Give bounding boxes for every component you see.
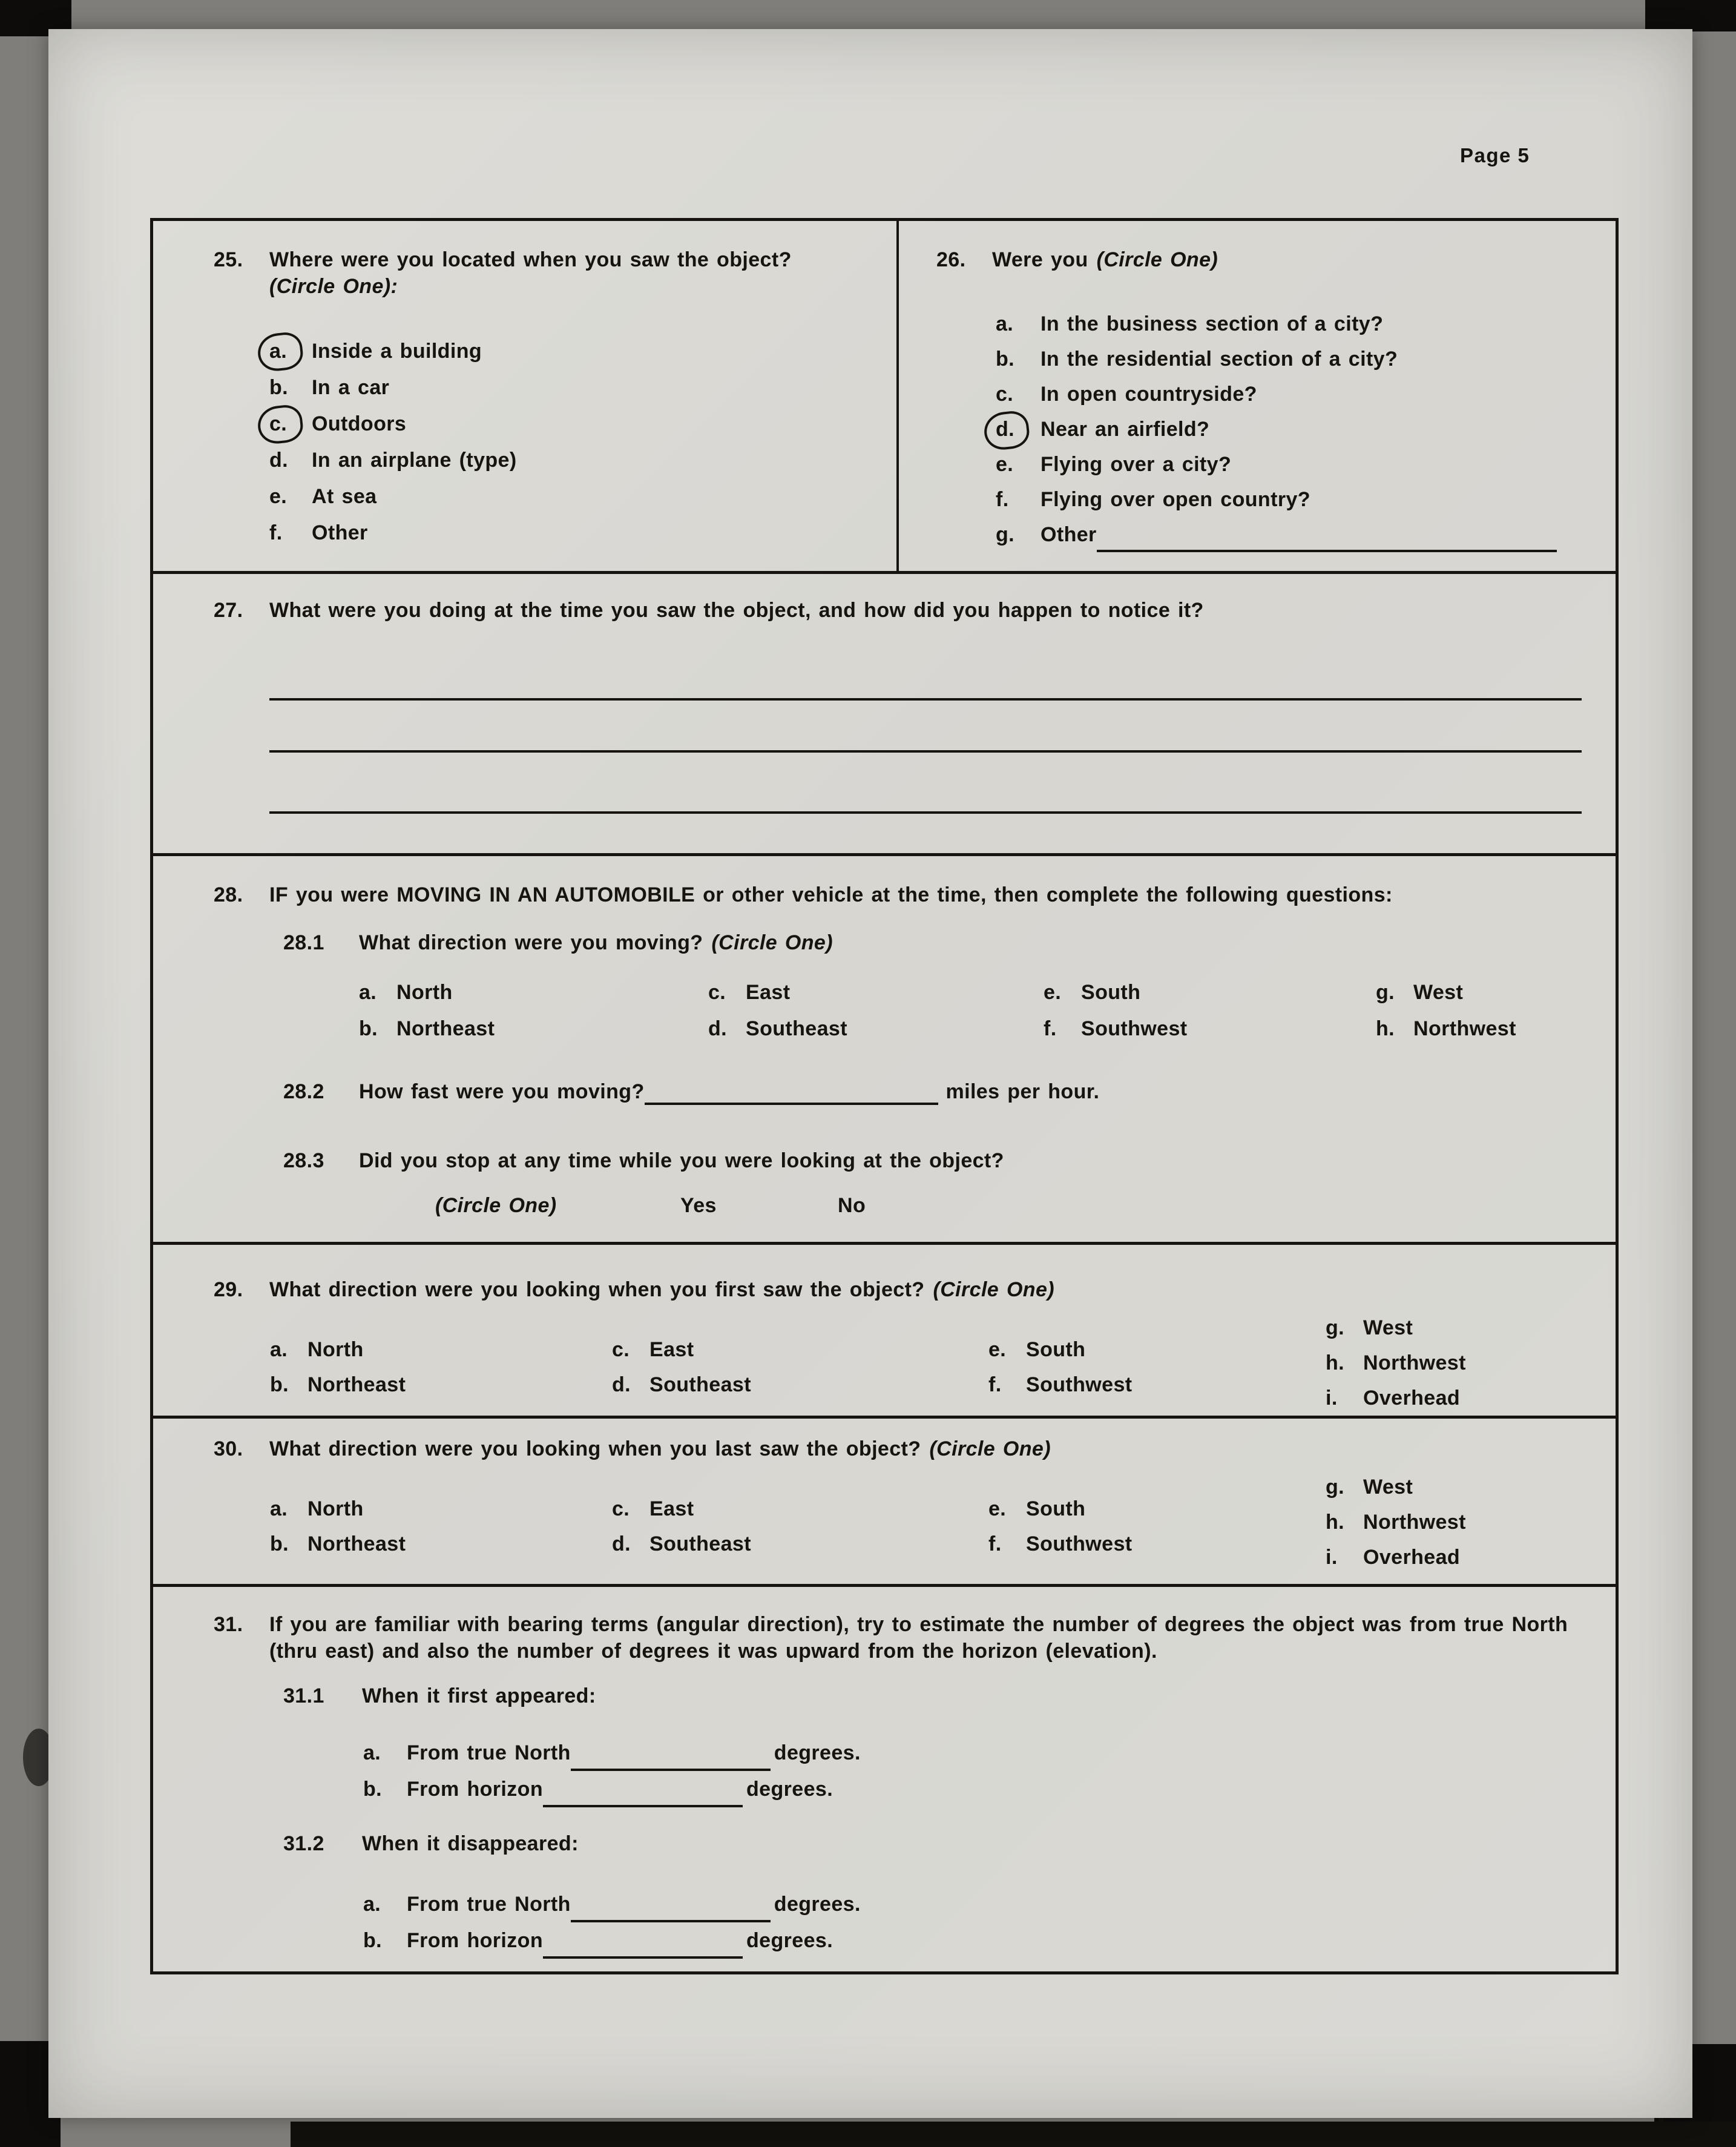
q26-option-b	[996, 341, 1603, 377]
answer-blank	[543, 1786, 743, 1807]
q28-1-option-g: g. West	[1376, 981, 1464, 1004]
option-letter: d.	[269, 449, 289, 472]
q26-option-c	[996, 377, 1603, 412]
question-30	[153, 1416, 1616, 1584]
row-q25-q26	[153, 221, 1616, 571]
question-number: 27.	[214, 599, 243, 622]
option-letter: c.	[996, 383, 1014, 406]
question-number: 31.2	[283, 1832, 324, 1855]
option-label: Flying over open country?	[1041, 488, 1310, 511]
option-letter: e.	[996, 453, 1014, 476]
question-text: Were you (Circle One)	[992, 248, 1218, 271]
direction-column	[270, 1310, 612, 1416]
question-number: 30.	[214, 1437, 243, 1460]
q31-1-item-a: a. From true North degrees.	[363, 1735, 1591, 1771]
option-letter: a.	[996, 312, 1014, 335]
question-31	[153, 1584, 1616, 1971]
scan-edge-strip	[291, 2122, 1736, 2147]
q25-options	[269, 333, 884, 571]
answer-blank	[543, 1938, 743, 1959]
question-number: 28.1	[283, 931, 324, 954]
q30-option-h: h. Northwest	[1326, 1511, 1466, 1534]
q31-2-item-b: b. From horizon degrees.	[363, 1922, 1591, 1959]
paper-page	[48, 29, 1692, 2118]
question-text: What direction were you looking when you last saw the object? (Circle One)	[269, 1437, 1051, 1460]
q25-option-b	[269, 369, 884, 406]
page-number: Page 5	[1460, 144, 1530, 167]
q30-option-g: g. West	[1326, 1476, 1413, 1499]
direction-row	[359, 974, 1600, 1011]
option-label: In the business section of a city?	[1041, 312, 1384, 335]
question-number: 28.	[214, 883, 243, 906]
direction-row	[359, 1011, 1600, 1047]
q29-option-f: f. Southwest	[988, 1373, 1133, 1396]
answer-blank	[645, 1084, 938, 1105]
q28-1-option-a: a. North	[359, 981, 453, 1004]
q26-option-a	[996, 306, 1603, 341]
q31-2-item-a: a. From true North degrees.	[363, 1886, 1591, 1922]
option-letter: b.	[996, 348, 1015, 371]
q30-option-a: a. North	[270, 1497, 364, 1520]
circled-letter: c.	[269, 406, 312, 442]
q29-option-g: g. West	[1326, 1316, 1413, 1339]
circle-one-note: (Circle One)	[933, 1278, 1054, 1301]
question-number: 25.	[214, 248, 243, 271]
q28-1-option-d: d. Southeast	[708, 1017, 847, 1040]
option-letter: b.	[269, 376, 289, 399]
option-letter: f.	[269, 521, 283, 544]
scan-noise	[0, 0, 2, 2]
question-28-1	[283, 929, 1600, 956]
answer-blank	[571, 1750, 771, 1771]
q28-1-directions	[359, 974, 1600, 1047]
q28-3-option-yes: Yes	[680, 1194, 717, 1217]
direction-column	[612, 1469, 988, 1575]
option-label: Flying over a city?	[1041, 453, 1232, 476]
circled-letter: d.	[996, 412, 1041, 447]
writing-line	[269, 701, 1582, 753]
circle-one-note: (Circle One):	[269, 275, 398, 298]
direction-column	[270, 1469, 612, 1575]
item-text: From true North degrees.	[407, 1735, 861, 1771]
question-number: 31.	[214, 1613, 243, 1636]
q30-option-i: i. Overhead	[1326, 1546, 1461, 1569]
q25-option-f	[269, 515, 884, 571]
circle-one-note: (Circle One)	[929, 1437, 1051, 1460]
option-letter: e.	[269, 485, 288, 508]
q29-option-d: d. Southeast	[612, 1373, 751, 1396]
option-label: At sea	[312, 485, 377, 508]
question-text: What were you doing at the time you saw the object, and how did you happen to notice it?	[269, 599, 1204, 622]
q28-1-option-h: h. Northwest	[1376, 1017, 1516, 1040]
q28-3-yes-no	[435, 1192, 1600, 1219]
scan-corner-mark	[1645, 0, 1736, 31]
answer-blank	[312, 566, 832, 571]
q26-option-g	[996, 517, 1603, 552]
option-label: In the residential section of a city?	[1041, 348, 1398, 371]
q25-option-d	[269, 442, 884, 478]
question-26	[899, 221, 1616, 571]
option-letter: g.	[996, 523, 1015, 546]
q29-option-c: c. East	[612, 1338, 694, 1361]
circle-one-note: (Circle One)	[435, 1194, 557, 1217]
question-28	[153, 853, 1616, 1242]
q28-3-option-no: No	[838, 1194, 866, 1217]
question-31-2	[283, 1830, 1591, 1857]
q30-option-e: e. South	[988, 1497, 1086, 1520]
q30-option-f: f. Southwest	[988, 1532, 1133, 1555]
q28-1-option-e: e. South	[1044, 981, 1141, 1004]
question-text: How fast were you moving? miles per hour.	[359, 1078, 1099, 1105]
question-28-3	[283, 1147, 1600, 1174]
questionnaire-form	[150, 218, 1619, 1974]
q30-option-d: d. Southeast	[612, 1532, 751, 1555]
direction-column	[1326, 1310, 1466, 1416]
option-label: Other	[1041, 517, 1557, 552]
q28-1-option-f: f. Southwest	[1044, 1017, 1188, 1040]
question-25	[153, 221, 899, 571]
q29-directions	[270, 1310, 1600, 1416]
q29-option-h: h. Northwest	[1326, 1351, 1466, 1374]
item-text: From true North degrees.	[407, 1886, 861, 1922]
q30-directions	[270, 1469, 1600, 1575]
q29-option-b: b. Northeast	[270, 1373, 406, 1396]
direction-column	[612, 1310, 988, 1416]
circle-one-note: (Circle One)	[1096, 248, 1218, 271]
q26-option-d	[996, 412, 1603, 447]
answer-blank	[1097, 531, 1557, 552]
direction-column	[988, 1469, 1326, 1575]
option-label: Outdoors	[312, 412, 407, 435]
question-text: Did you stop at any time while you were looking at the object?	[359, 1149, 1004, 1172]
q28-1-option-b: b. Northeast	[359, 1017, 495, 1040]
circled-letter: a.	[269, 333, 312, 369]
question-29	[153, 1242, 1616, 1416]
question-number: 26.	[936, 248, 966, 271]
option-label: In an airplane (type)	[312, 449, 517, 472]
q31-1-items	[214, 1735, 1591, 1807]
writing-line	[269, 753, 1582, 814]
writing-line	[269, 648, 1582, 701]
direction-column	[1326, 1469, 1466, 1575]
q25-option-c	[269, 406, 884, 442]
q26-options	[996, 306, 1603, 552]
question-text: What direction were you looking when you first saw the object? (Circle One)	[269, 1278, 1054, 1301]
q30-option-b: b. Northeast	[270, 1532, 406, 1555]
question-number: 28.3	[283, 1149, 324, 1172]
direction-column	[988, 1310, 1326, 1416]
question-text: When it disappeared:	[362, 1832, 579, 1855]
question-number: 28.2	[283, 1080, 324, 1103]
q25-option-a	[269, 333, 884, 369]
question-text: Where were you located when you saw the object?	[269, 248, 792, 271]
q29-option-i: i. Overhead	[1326, 1387, 1461, 1410]
item-text: From horizon degrees.	[407, 1922, 833, 1959]
question-number: 31.1	[283, 1684, 324, 1707]
question-text: When it first appeared:	[362, 1684, 596, 1707]
question-text: IF you were MOVING IN AN AUTOMOBILE or other vehicle at the time, then complete the following questions:	[269, 883, 1393, 906]
option-label: Near an airfield?	[1041, 418, 1210, 441]
option-label: Inside a building	[312, 340, 482, 363]
option-label: In open countryside?	[1041, 383, 1257, 406]
question-text: If you are familiar with bearing terms (angular direction), try to estimate the number of degrees the object was from true North (thru east) and also the number of degrees it was upward from the horizon (elevation).	[269, 1613, 1568, 1663]
q29-option-e: e. South	[988, 1338, 1086, 1361]
q30-option-c: c. East	[612, 1497, 694, 1520]
q29-option-a: a. North	[270, 1338, 364, 1361]
answer-blank	[571, 1901, 771, 1922]
question-number: 29.	[214, 1278, 243, 1301]
question-text: What direction were you moving? (Circle One)	[359, 931, 833, 954]
q31-2-items	[214, 1886, 1591, 1959]
q26-option-e	[996, 447, 1603, 482]
option-label: In a car	[312, 376, 390, 399]
question-28-2	[283, 1078, 1600, 1105]
option-letter: f.	[996, 488, 1009, 511]
q26-option-f	[996, 482, 1603, 517]
circle-one-note: (Circle One)	[711, 931, 833, 954]
question-27	[153, 571, 1616, 853]
q28-1-option-c: c. East	[708, 981, 791, 1004]
q25-option-e	[269, 478, 884, 515]
question-31-1	[283, 1683, 1591, 1709]
item-text: From horizon degrees.	[407, 1771, 833, 1807]
q31-1-item-b: b. From horizon degrees.	[363, 1771, 1591, 1807]
option-label: Other	[312, 515, 884, 571]
